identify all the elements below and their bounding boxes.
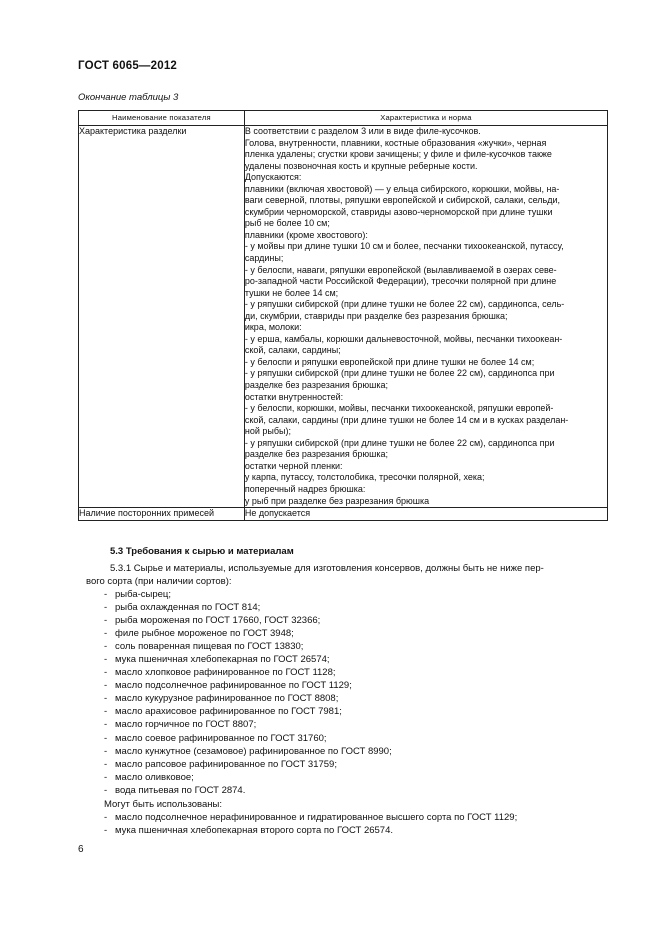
dash-marker: - (104, 615, 108, 627)
text-line: икра, молоки: (244, 322, 302, 333)
list-item: - масло горчичное по ГОСТ 8807; (104, 719, 257, 731)
text-line: Голова, внутренности, плавники, костные образования «жучки», черная (244, 137, 547, 148)
dash-marker: - (104, 825, 108, 836)
list-item: - масло рапсовое рафинированное по ГОСТ 31759; (104, 758, 337, 770)
text-line: - у ряпушки сибирской (при длине тушки не более 22 см), сардинопса при (244, 368, 555, 379)
dash-marker: - (104, 641, 108, 653)
materials-list (104, 588, 392, 797)
list-item: - мука пшеничная хлебопекарная по ГОСТ 26574; (104, 654, 330, 666)
list-item: - рыба мороженая по ГОСТ 17660, ГОСТ 32366; (104, 615, 321, 627)
text-line: остатки черной пленки: (244, 460, 343, 471)
text-line: В соответствии с разделом 3 или в виде филе-кусочков. (244, 126, 481, 136)
specification-table (78, 110, 608, 521)
row-value: Не допускается (244, 508, 607, 521)
column-header-name: Наименование показателя (79, 111, 245, 126)
dash-marker: - (104, 680, 108, 692)
dash-marker: - (104, 812, 108, 823)
text-line: рыб не более 10 см; (244, 218, 330, 229)
text-line: - у ряпушки сибирской (при длине тушки не более 22 см), сардинопса, сель- (244, 299, 565, 310)
text-line: - у мойвы при длине тушки 10 см и более, песчанки тихоокеанской, путассу, (244, 241, 564, 252)
list-item: - рыба охлажденная по ГОСТ 814; (104, 602, 261, 614)
dash-marker: - (104, 784, 108, 796)
text-line: - у ерша, камбалы, корюшки дальневосточной, мойвы, песчанки тихоокеан- (244, 333, 563, 344)
text-line: ской, салаки, сардины (при длине тушки не более 14 см и в кусках разделан- (244, 414, 569, 425)
dash-marker: - (104, 667, 108, 679)
list-item: - масло арахисовое рафинированное по ГОСТ 7981; (104, 706, 342, 718)
optional-materials-list (104, 811, 517, 837)
column-header-norm: Характеристика и норма (244, 111, 607, 126)
dash-marker: - (104, 706, 108, 718)
optional-materials-note: Могут быть использованы: (104, 799, 222, 810)
text-line: ной рыбы); (244, 426, 291, 437)
list-item: - масло подсолнечное рафинированное по ГОСТ 1129; (104, 680, 352, 692)
section-title: 5.3 Требования к сырью и материалам (110, 546, 294, 557)
paragraph-line: вого сорта (при наличии сортов): (86, 576, 232, 587)
list-item: - масло кунжутное (сезамовое) рафинированное по ГОСТ 8990; (104, 745, 392, 757)
table-row (79, 508, 608, 521)
row-name: Характеристика разделки (79, 126, 245, 508)
dash-marker: - (104, 602, 108, 614)
text-line: - у белоспи, наваги, ряпушки европейской (вылавливаемой в озерах севе- (244, 264, 557, 275)
text-line: сардины; (244, 253, 284, 264)
text-line: у рыб при разделке без разрезания брюшка (244, 495, 430, 506)
dash-marker: - (104, 745, 108, 757)
text-line: разделке без разрезания брюшка; (244, 449, 389, 460)
dash-marker: - (104, 589, 108, 600)
text-line: ди, скумбрии, ставриды при разделке без разрезания брюшка; (244, 310, 508, 321)
text-line: пленка удалены; сгустки крови зачищены; у филе и филе-кусочков также (244, 149, 552, 160)
text-line: разделке без разрезания брюшка; (244, 380, 389, 391)
dash-marker: - (104, 693, 108, 705)
list-item: - вода питьевая по ГОСТ 2874. (104, 784, 246, 796)
text-line: скумбрии черноморской, ставриды азово-черноморской при длине тушки (244, 206, 553, 217)
text-line: плавники (кроме хвостового): (244, 229, 368, 240)
list-item: - филе рыбное мороженое по ГОСТ 3948; (104, 628, 294, 640)
list-item: - соль поваренная пищевая по ГОСТ 13830; (104, 641, 304, 653)
text-line: поперечный надрез брюшка: (244, 483, 366, 494)
dash-marker: - (104, 628, 108, 640)
dash-marker: - (104, 719, 108, 731)
dash-marker: - (104, 654, 108, 666)
table-caption: Окончание таблицы 3 (78, 92, 179, 103)
dash-marker: - (104, 732, 108, 744)
row-description (244, 126, 607, 508)
list-item: - масло соевое рафинированное по ГОСТ 31760; (104, 732, 327, 744)
list-item: - масло оливковое; (104, 771, 194, 783)
text-line: ро-западной части Российской Федерации), тресочки полярной при длине (244, 276, 557, 287)
list-item: - масло хлопковое рафинированное по ГОСТ 1128; (104, 667, 336, 679)
text-line: тушки не более 14 см; (244, 287, 339, 298)
table-header-row (79, 111, 608, 126)
list-item: - масло кукурузное рафинированное по ГОСТ 8808; (104, 693, 339, 705)
table-row (79, 126, 608, 508)
requirement-paragraph (86, 562, 590, 588)
text-line: удалены позвоночная кость и крупные реберные кости. (244, 160, 478, 171)
text-line: - у белоспи и ряпушки европейской при длине тушки не более 14 см; (244, 356, 535, 367)
list-item: - рыба-сырец; (104, 589, 172, 600)
document-header: ГОСТ 6065—2012 (78, 60, 178, 72)
text-line: плавники (включая хвостовой) — у ельца сибирского, корюшки, мойвы, на- (244, 183, 560, 194)
paragraph-line: 5.3.1 Сырье и материалы, используемые для изготовления консервов, должны быть не ниже пер- (110, 563, 544, 574)
text-line: ской, салаки, сардины; (244, 345, 341, 356)
dash-marker: - (104, 758, 108, 770)
text-line: - у ряпушки сибирской (при длине тушки не более 22 см), сардинопса при (244, 437, 555, 448)
row-name: Наличие посторонних примесей (79, 508, 245, 521)
list-item: - мука пшеничная хлебопекарная второго сорта по ГОСТ 26574. (104, 825, 394, 836)
text-line: ваги северной, плотвы, ряпушки европейской и сибирской, салаки, сельди, (244, 195, 561, 206)
text-line: у карпа, путассу, толстолобика, тресочки полярной, хека; (244, 472, 485, 483)
list-item: - масло подсолнечное нерафинированное и гидратированное высшего сорта по ГОСТ 1129; (104, 812, 518, 823)
text-line: - у белоспи, корюшки, мойвы, песчанки тихоокеанской, ряпушки европей- (244, 403, 554, 414)
page-number: 6 (78, 844, 84, 855)
text-line: остатки внутренностей: (244, 391, 344, 402)
text-line: Допускаются: (244, 172, 302, 183)
dash-marker: - (104, 771, 108, 783)
